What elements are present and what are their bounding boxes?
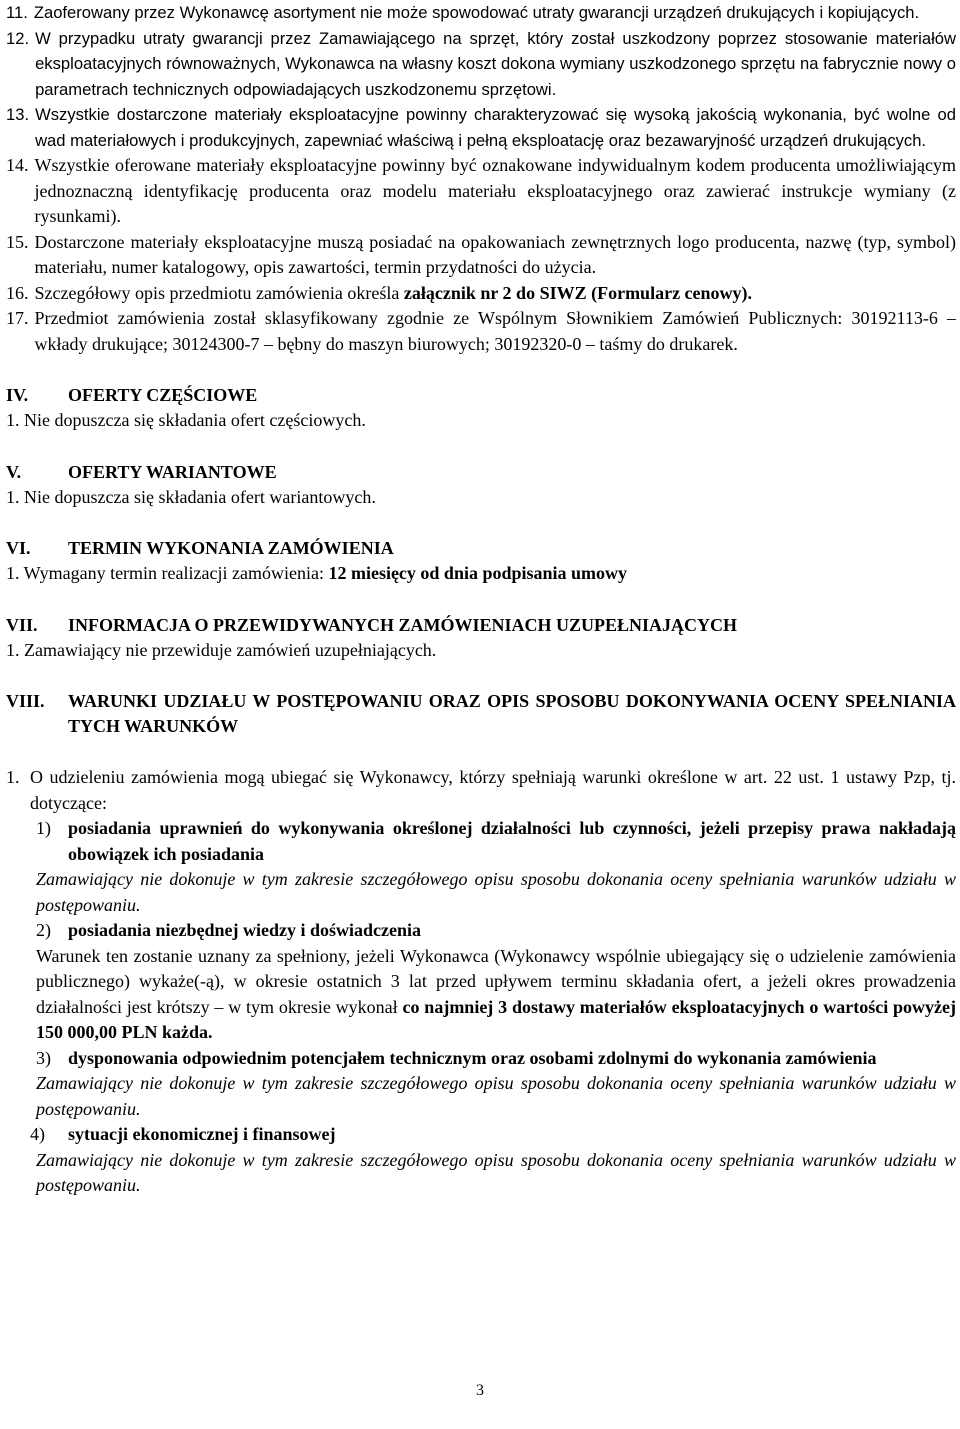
section-heading: [6, 536, 956, 561]
list-item: [6, 281, 956, 307]
section-number: VI.: [6, 538, 31, 558]
item-text: Wszystkie oferowane materiały eksploatacyjne powinny być oznakowane indywidualnym kodem producenta umożliwiającym jednoznaczną identyfikację producenta oraz modelu materiału eksploatacyjnego oraz zawierać instrukcje wymiany (z rysunkami).: [34, 155, 956, 226]
section-title: TERMIN WYKONANIA ZAMÓWIENIA: [68, 538, 394, 558]
section-number: VIII.: [6, 691, 45, 711]
sub-item-title: posiadania niezbędnej wiedzy i doświadczenia: [68, 920, 422, 940]
item-number: 16.: [6, 282, 29, 303]
section-number: IV.: [6, 385, 29, 405]
item-number: 11.: [6, 3, 28, 22]
item-number: 1.: [6, 767, 20, 787]
item-text: Przedmiot zamówienia został sklasyfikowany zgodnie ze Wspólnym Słownikiem Zamówień Publicznych: 30192113-6 – wkłady drukujące; 30124300-7 – bębny do maszyn biurowych; 30192320-0 – taśmy do drukarek.: [34, 308, 956, 354]
item-number: 15.: [6, 231, 29, 252]
section-text-plain: 1. Wymagany termin realizacji zamówienia:: [6, 563, 329, 583]
list-item: [6, 26, 956, 103]
sub-item-title: dysponowania odpowiednim potencjałem technicznym oraz osobami zdolnymi do wykonania zamówienia: [68, 1047, 877, 1068]
list-item: [6, 306, 956, 357]
list-item: [6, 102, 956, 153]
section-heading: [6, 383, 956, 408]
section-title: INFORMACJA O PRZEWIDYWANYCH ZAMÓWIENIACH UZUPEŁNIAJĄCYCH: [68, 614, 738, 635]
item-text: [35, 281, 957, 307]
sub-item-number: 2): [36, 920, 51, 940]
section-text: 1. Nie dopuszcza się składania ofert częściowych.: [6, 410, 366, 430]
sub-item: [6, 816, 956, 867]
section-number: VII.: [6, 614, 38, 635]
sub-item-note: Zamawiający nie dokonuje w tym zakresie szczegółowego opisu sposobu dokonania oceny spełniania warunków udziału w postępowaniu.: [36, 1149, 956, 1195]
section-title: OFERTY WARIANTOWE: [68, 461, 277, 482]
sub-item-number: 1): [36, 818, 51, 838]
section-heading: [6, 460, 956, 485]
list-item: [6, 153, 956, 230]
sub-item: [6, 1046, 956, 1072]
page-number: 3: [476, 1382, 484, 1399]
section-title: OFERTY CZĘŚCIOWE: [68, 385, 258, 405]
item-text: O udzieleniu zamówienia mogą ubiegać się Wykonawcy, którzy spełniają warunki określone w art. 22 ust. 1 ustawy Pzp, tj. dotyczące:: [30, 767, 956, 813]
section-text: 1. Nie dopuszcza się składania ofert wariantowych.: [6, 486, 376, 507]
item-text: Wszystkie dostarczone materiały eksploatacyjne powinny charakteryzować się wysoką jakością wykonania, być wolne od wad materiałowych i produkcyjnych, zapewniać właściwą i pełną eksploatację oraz bezawaryjność urządzeń drukujących.: [35, 105, 956, 150]
section-text: 1. Zamawiający nie przewiduje zamówień uzupełniających.: [6, 639, 437, 660]
item-text: Dostarczone materiały eksploatacyjne muszą posiadać na opakowaniach zewnętrznych logo producenta, nazwę (typ, symbol) materiału, numer katalogowy, opis zawartości, termin przydatności do użycia.: [34, 231, 956, 277]
item-text: W przypadku utraty gwarancji przez Zamawiającego na sprzęt, który został uszkodzony poprzez stosowanie materiałów eksploatacyjnych równoważnych, Wykonawca na własny koszt dokona wymiany uszkodzonego sprzętu na fabrycznie nowy o parametrach technicznych odpowiadających uszkodzonemu sprzętowi.: [35, 28, 956, 99]
item-number: 14.: [6, 155, 29, 175]
item-text-plain: Szczegółowy opis przedmiotu zamówienia określa: [34, 282, 404, 303]
section-number: V.: [6, 461, 22, 482]
section-heading: [6, 689, 956, 739]
item-number: 12.: [6, 28, 30, 48]
sub-item-note: Zamawiający nie dokonuje w tym zakresie szczegółowego opisu sposobu dokonania oceny spełniania warunków udziału w postępowaniu.: [36, 869, 956, 915]
sub-item: [6, 918, 956, 944]
list-item: [6, 0, 956, 26]
sub-item-text-bold: co najmniej 3 dostawy materiałów eksploatacyjnych o wartości powyżej 150 000,00 PLN każda.: [36, 996, 956, 1042]
section-text: [6, 561, 956, 587]
sub-item-text: [6, 944, 956, 1046]
sub-item-title: sytuacji ekonomicznej i finansowej: [68, 1124, 336, 1144]
item-number: 13.: [6, 105, 30, 124]
sub-item-title: posiadania uprawnień do wykonywania określonej działalności lub czynności, jeżeli przepisy prawa nakładają obowiązek ich posiadania: [68, 818, 956, 864]
sub-item-note: Zamawiający nie dokonuje w tym zakresie szczegółowego opisu sposobu dokonania oceny spełniania warunków udziału w postępowaniu.: [36, 1073, 956, 1119]
section-heading: [6, 613, 956, 638]
sub-item: [6, 1122, 956, 1148]
section-text-bold: 12 miesięcy od dnia podpisania umowy: [328, 563, 628, 583]
sub-item-number: 3): [36, 1047, 51, 1068]
item-text-bold: załącznik nr 2 do SIWZ (Formularz cenowy).: [403, 282, 753, 303]
list-item: [6, 230, 956, 281]
section-title: WARUNKI UDZIAŁU W POSTĘPOWANIU ORAZ OPIS SPOSOBU DOKONYWANIA OCENY SPEŁNIANIA TYCH WARUNKÓW: [68, 691, 956, 736]
sub-item-number: 4): [30, 1124, 45, 1144]
list-item: [6, 765, 956, 816]
sub-item-text-plain: Warunek ten zostanie uznany za spełniony, jeżeli Wykonawca (Wykonawcy wspólnie ubiegający się o udzielenie zamówienia publicznego) wykaże(-ą), w okresie ostatnich 3 lat przed upływem terminu składania ofert, a jeżeli okres prowadzenia działalności jest krótszy – w tym okresie wykonał: [36, 945, 956, 1017]
item-number: 17.: [6, 308, 29, 328]
item-text: Zaoferowany przez Wykonawcę asortyment nie może spowodować utraty gwarancji urządzeń drukujących i kopiujących.: [33, 3, 920, 22]
